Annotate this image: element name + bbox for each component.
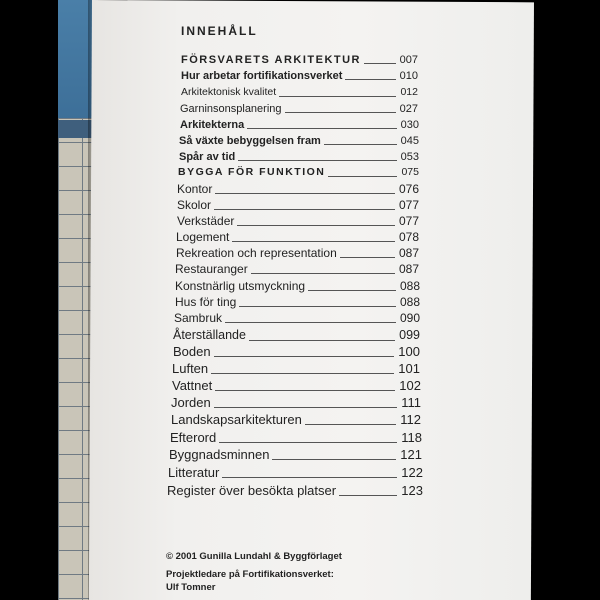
toc-leader-line (214, 356, 395, 357)
toc-entry-page: 122 (401, 465, 423, 480)
toc-entry (168, 465, 423, 481)
toc-entry-page: 102 (399, 378, 421, 393)
toc-entry (175, 295, 420, 310)
toc-leader-line (239, 306, 396, 307)
toc-leader-line (364, 63, 396, 64)
toc-entry-page: 075 (401, 166, 419, 178)
toc-entry (181, 69, 418, 83)
toc-entry (181, 53, 418, 67)
toc-leader-line (308, 290, 396, 291)
toc-entry-page: 045 (400, 135, 419, 147)
toc-entry-page: 112 (400, 412, 421, 427)
toc-entry-title: Hur arbetar fortifikationsverket (181, 70, 343, 82)
toc-entry (173, 328, 420, 344)
toc-entry (175, 279, 420, 294)
toc-entry-page: 010 (399, 70, 418, 82)
toc-entry-page: 111 (401, 395, 421, 410)
toc-entry (176, 230, 419, 245)
toc-entry-title: Sambruk (174, 311, 223, 325)
toc-entry (180, 102, 418, 116)
toc-entry-page: 027 (399, 103, 418, 115)
toc-leader-line (214, 407, 397, 408)
toc-leader-line (285, 112, 396, 113)
toc-entry (179, 150, 419, 164)
toc-entry-title: BYGGA FÖR FUNKTION (178, 166, 326, 178)
toc-leader-line (215, 193, 395, 194)
toc-entry (181, 86, 418, 100)
toc-entry-title: Logement (176, 230, 230, 244)
toc-leader-line (324, 144, 397, 145)
toc-entry (175, 262, 419, 277)
project-lead-label: Projektledare på Fortifikationsverket: (166, 569, 334, 580)
copyright-line: © 2001 Gunilla Lundahl & Byggförlaget (166, 551, 342, 562)
toc-entry-title: Landskapsarkitekturen (171, 412, 302, 427)
toc-leader-line (215, 390, 395, 391)
toc-entry (177, 198, 419, 213)
toc-leader-line (222, 477, 397, 478)
toc-entry-title: Kontor (177, 182, 213, 196)
toc-entry-page: 088 (399, 295, 420, 309)
toc-entry-page: 118 (401, 430, 422, 445)
toc-entry-page: 078 (398, 230, 419, 244)
toc-entry-title: Arkitekterna (180, 119, 245, 131)
toc-entry (172, 378, 421, 394)
toc-entry (176, 246, 419, 261)
toc-entry (180, 118, 419, 132)
toc-entry (170, 430, 422, 446)
toc-entry-title: Byggnadsminnen (169, 447, 270, 462)
toc-entry-page: 123 (401, 483, 423, 498)
toc-entry-page: 053 (400, 151, 419, 163)
toc-entry-title: Skolor (177, 198, 212, 212)
toc-entry-page: 076 (398, 182, 419, 196)
toc-entry-title: Efterord (170, 430, 217, 445)
toc-entry-title: FÖRSVARETS ARKITEKTUR (181, 54, 361, 66)
toc-entry (174, 311, 420, 326)
toc-entry-page: 087 (398, 246, 419, 260)
toc-leader-line (232, 241, 395, 242)
toc-entry-title: Register över besökta platser (167, 483, 337, 498)
toc-entry (169, 447, 422, 463)
toc-entry-page: 087 (398, 262, 419, 276)
toc-entry (172, 361, 420, 377)
toc-leader-line (238, 160, 396, 161)
toc-entry-title: Rekreation och representation (176, 246, 337, 260)
toc-leader-line (249, 340, 395, 341)
toc-entry (171, 395, 421, 411)
toc-leader-line (225, 322, 396, 323)
toc-entry (171, 412, 421, 428)
toc-leader-line (328, 176, 397, 177)
toc-entry-title: Så växte bebyggelsen fram (179, 135, 321, 147)
toc-entry-title: Jorden (171, 395, 211, 410)
toc-entry-title: Arkitektonisk kvalitet (181, 86, 277, 98)
toc-entry-page: 007 (399, 54, 418, 66)
toc-entry (173, 344, 420, 360)
toc-entry (177, 182, 419, 197)
toc-leader-line (219, 442, 397, 443)
toc-leader-line (247, 128, 396, 129)
toc-entry-page: 101 (398, 361, 420, 376)
project-lead-name: Ulf Tomner (166, 582, 216, 593)
toc-entry-title: Litteratur (168, 465, 220, 480)
toc-entry-title: Boden (173, 344, 211, 359)
toc-entry-title: Spår av tid (179, 151, 236, 163)
toc-leader-line (237, 225, 395, 226)
toc-entry (178, 166, 419, 180)
toc-entry-page: 030 (400, 119, 419, 131)
toc-entry (167, 483, 423, 499)
toc-leader-line (345, 79, 395, 80)
toc-entry-title: Återställande (173, 328, 246, 342)
toc-entry (177, 214, 419, 229)
toc-leader-line (211, 373, 394, 374)
toc-leader-line (272, 459, 396, 460)
toc-leader-line (279, 96, 396, 97)
toc-entry-title: Luften (172, 361, 209, 376)
toc-leader-line (251, 273, 395, 274)
toc-entry-page: 121 (400, 447, 422, 462)
toc-entry (179, 134, 419, 148)
toc-entry-page: 012 (400, 86, 418, 98)
toc-entry-title: Vattnet (172, 378, 213, 393)
toc-leader-line (340, 257, 395, 258)
toc-leader-line (305, 424, 396, 425)
toc-entry-title: Restauranger (175, 262, 248, 276)
toc-entry-page: 077 (398, 198, 419, 212)
toc-entry-title: Verkstäder (177, 214, 235, 228)
toc-entry-page: 088 (399, 279, 420, 293)
toc-leader-line (339, 495, 397, 496)
toc-entry-page: 100 (398, 344, 420, 359)
toc-heading: INNEHÅLL (181, 24, 258, 38)
toc-entry-title: Konstnärlig utsmyckning (175, 279, 306, 293)
toc-leader-line (214, 209, 395, 210)
toc-entry-page: 077 (398, 214, 419, 228)
toc-entry-page: 099 (399, 328, 420, 342)
toc-entry-title: Garninsonsplanering (180, 103, 282, 115)
toc-entry-title: Hus för ting (175, 295, 237, 309)
toc-entry-page: 090 (399, 311, 420, 325)
